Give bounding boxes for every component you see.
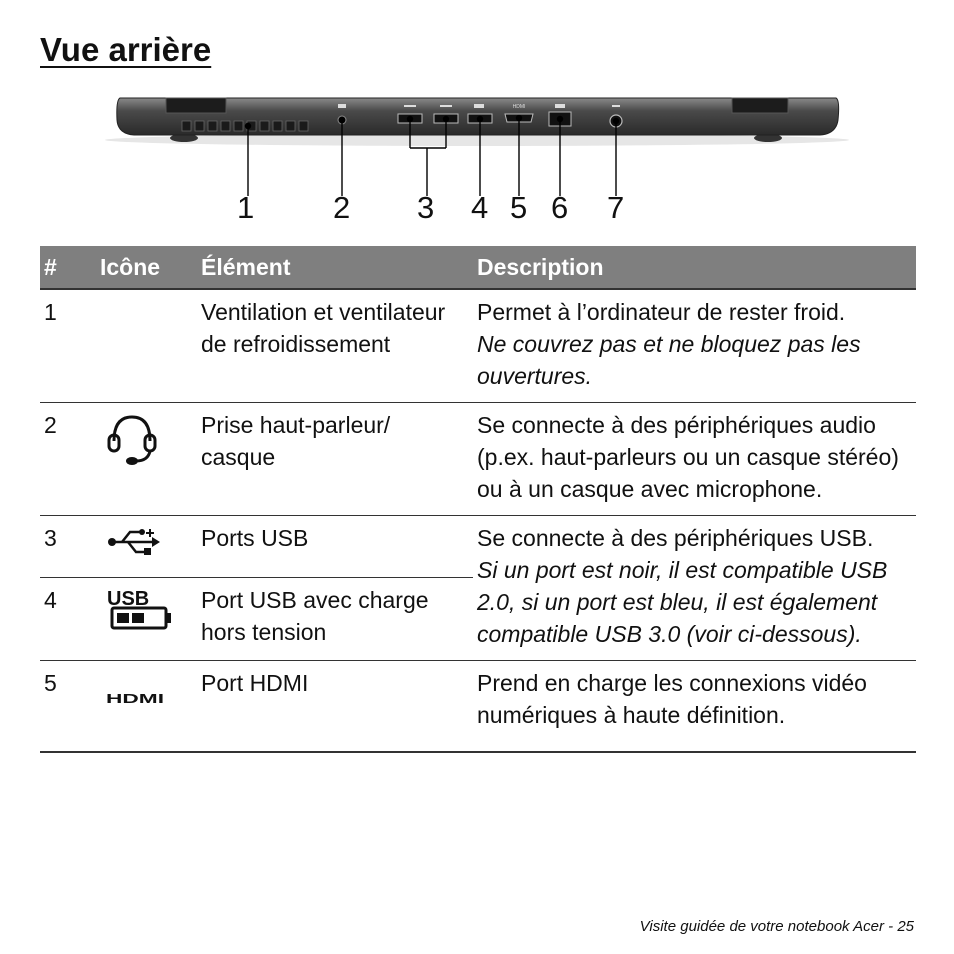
header-icon: Icône	[96, 246, 197, 289]
table-row	[40, 289, 916, 403]
page-title: Vue arrière	[40, 31, 212, 68]
row-note: Ne couvrez pas et ne bloquez pas les ouvertures.	[477, 331, 861, 389]
row-description	[473, 516, 916, 661]
usb-charge-icon	[106, 586, 176, 638]
callout-7: 7	[607, 190, 625, 225]
header-description: Description	[473, 246, 916, 289]
header-element: Élément	[197, 246, 473, 289]
laptop-rear-view-figure	[0, 80, 954, 240]
header-num: #	[40, 246, 96, 289]
callout-5: 5	[510, 190, 528, 225]
table-row	[40, 516, 916, 578]
usb-charge-icon-label: USB	[107, 588, 150, 611]
table-row	[40, 403, 916, 516]
row-note: Si un port est noir, il est compatible USB 2.0, si un port est bleu, il est également compatible USB 3.0 (voir ci-dessous).	[477, 557, 888, 647]
row-num: 4	[40, 578, 96, 661]
hdmi-icon	[106, 681, 166, 713]
row-description: Se connecte à des périphériques audio (p.ex. haut-parleurs ou un casque stéréo) ou à un casque avec microphone.	[473, 403, 916, 516]
row-element: Port HDMI	[197, 661, 473, 753]
table-row	[40, 661, 916, 753]
row-element: Port USB avec charge hors tension	[197, 578, 473, 661]
usb-icon	[106, 526, 162, 566]
row-num: 5	[40, 661, 96, 753]
callout-2: 2	[333, 190, 351, 225]
row-description-text: Se connecte à des périphériques USB.	[477, 525, 874, 551]
row-num: 1	[40, 289, 96, 403]
row-description	[473, 289, 916, 403]
page-footer: Visite guidée de votre notebook Acer - 25	[639, 918, 914, 935]
row-description: Prend en charge les connexions vidéo numériques à haute définition.	[473, 661, 916, 753]
hdmi-port-label: HDMI	[512, 104, 526, 110]
headset-icon	[106, 411, 158, 475]
callout-6: 6	[551, 190, 569, 225]
row-num: 3	[40, 516, 96, 578]
row-element: Ventilation et ventilateur de refroidissement	[197, 289, 473, 403]
rear-view-components-table	[40, 246, 916, 753]
row-element: Ports USB	[197, 516, 473, 578]
row-num: 2	[40, 403, 96, 516]
hdmi-icon-label: HDMI	[106, 691, 164, 705]
callout-3: 3	[417, 190, 435, 225]
callout-1: 1	[237, 190, 255, 225]
row-description-text: Permet à l’ordinateur de rester froid.	[477, 299, 846, 325]
callout-4: 4	[471, 190, 489, 225]
table-header-row	[40, 246, 916, 289]
row-element: Prise haut-parleur/ casque	[197, 403, 473, 516]
row-icon-empty	[96, 289, 197, 403]
